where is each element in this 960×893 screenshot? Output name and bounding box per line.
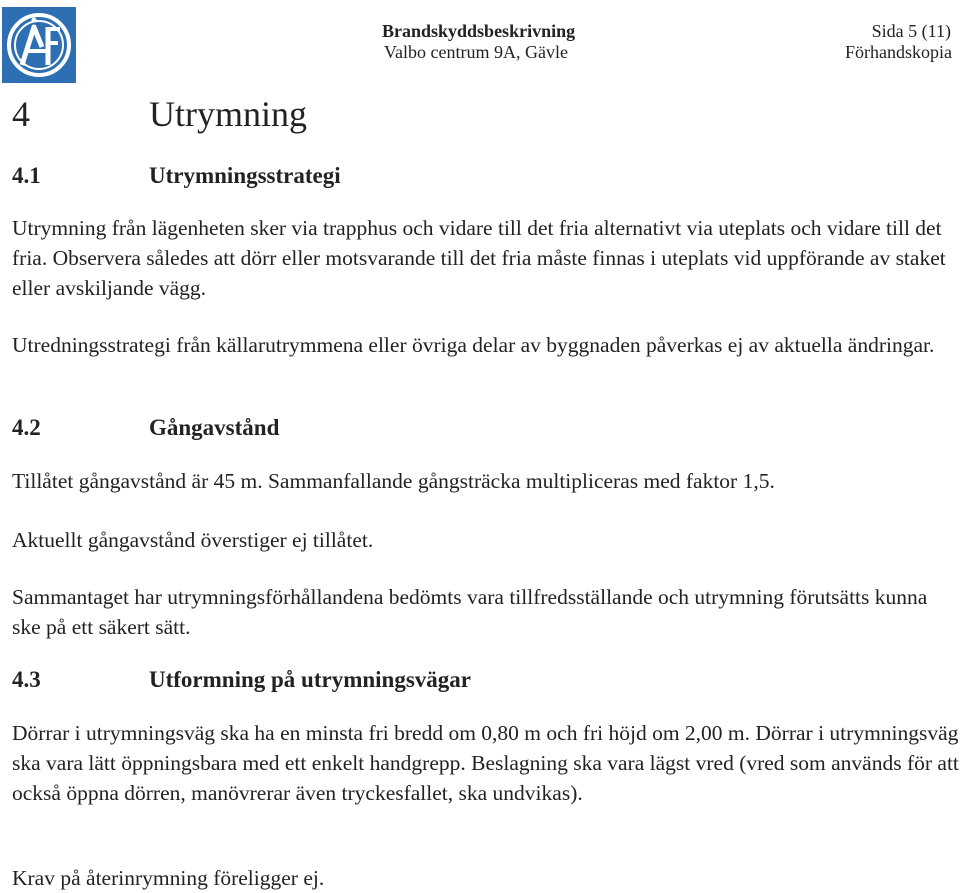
section-number: 4.2 — [12, 415, 41, 440]
paragraph: Dörrar i utrymningsväg ska ha en minsta fri bredd om 0,80 m och fri höjd om 2,00 m. Dörrar i utrymningsväg ska vara lätt öppningsbara med ett enkelt handgrepp. Beslagning ska vara lägst vred (vred som används för att också öppna dörren, manövrerar även tryckesfallet, ska undvikas). — [12, 721, 959, 805]
section-heading-4-1 — [12, 162, 912, 190]
chapter-number: 4 — [12, 94, 30, 134]
section-title: Gångavstånd — [149, 415, 280, 440]
section-number: 4.3 — [12, 667, 41, 692]
paragraph: Tillåtet gångavstånd är 45 m. Sammanfallande gångsträcka multipliceras med faktor 1,5. — [12, 469, 775, 493]
paragraph: Utredningsstrategi från källarutrymmena eller övriga delar av byggnaden påverkas ej av aktuella ändringar. — [12, 333, 935, 357]
section-heading-4-2 — [12, 414, 912, 442]
af-logo-icon — [2, 7, 76, 83]
paragraph: Sammantaget har utrymningsförhållandena bedömts vara tillfredsställande och utrymning förutsätts kunna ske på ett säkert sätt. — [12, 585, 928, 639]
section-title: Utrymningsstrategi — [149, 163, 341, 188]
section-heading-4-3 — [12, 666, 912, 694]
paragraph: Krav på återinrymning föreligger ej. — [12, 866, 325, 890]
section-title: Utformning på utrymningsvägar — [149, 667, 472, 692]
section-number: 4.1 — [12, 163, 41, 188]
paragraph: Utrymning från lägenheten sker via trapphus och vidare till det fria alternativt via uteplats och vidare till det fria. Observera således att dörr eller motsvarande till det fria måste finnas i uteplats vid uppförande av staket eller avskiljande vägg. — [12, 216, 946, 300]
paragraph: Aktuellt gångavstånd överstiger ej tillåtet. — [12, 528, 374, 552]
document-title: Brandskyddsbeskrivning — [382, 21, 576, 41]
project-address: Valbo centrum 9A, Gävle — [384, 42, 568, 62]
document-status: Förhandskopia — [845, 42, 952, 62]
chapter-title: Utrymning — [149, 94, 307, 134]
page-number: Sida 5 (11) — [871, 21, 951, 41]
